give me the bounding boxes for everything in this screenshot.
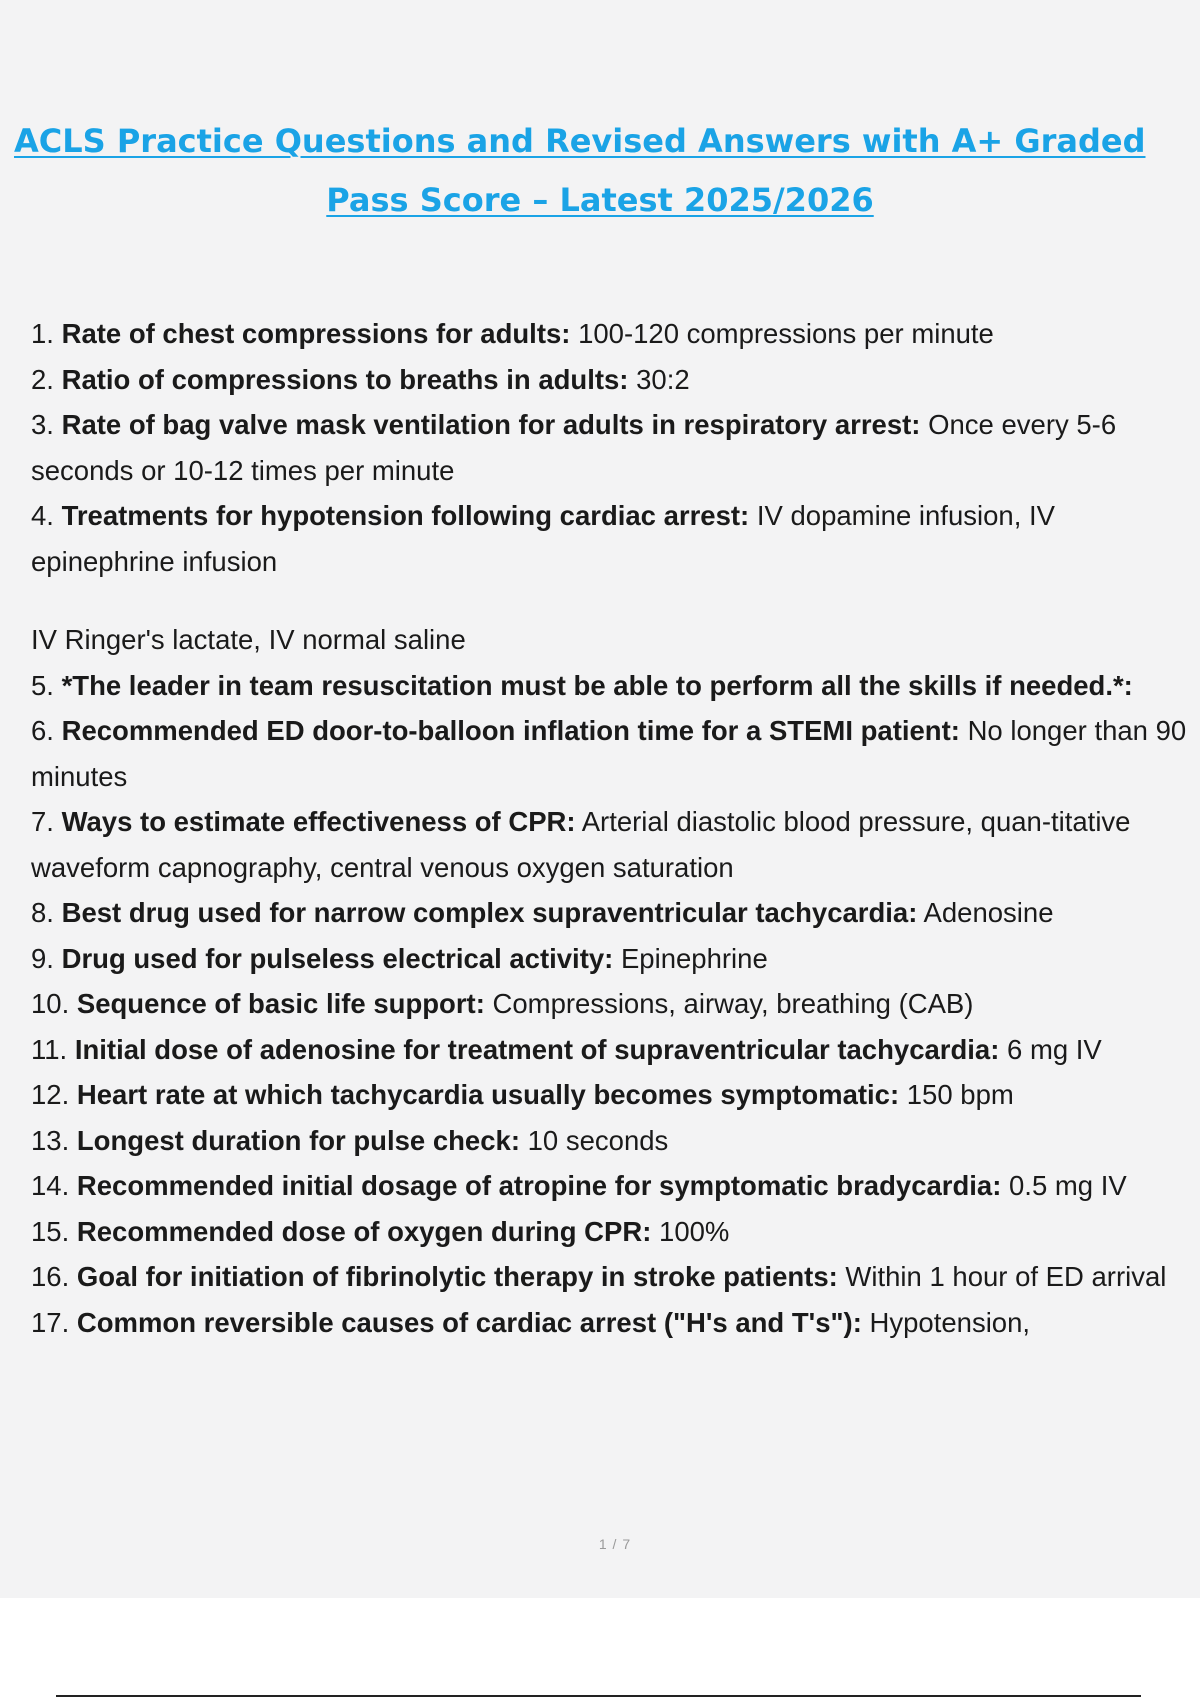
list-item: 9. Drug used for pulseless electrical activity: Epinephrine xyxy=(31,942,768,974)
list-item: 3. Rate of bag valve mask ventilation for adults in respiratory arrest: Once every 5-6 seconds or 10-12 times per minute xyxy=(31,409,1117,486)
list-item: 14. Recommended initial dosage of atropine for symptomatic bradycardia: 0.5 mg IV xyxy=(31,1170,1127,1201)
list-item-continuation: IV Ringer's lactate, IV normal saline xyxy=(31,624,466,655)
list-item: 16. Goal for initiation of fibrinolytic therapy in stroke patients: Within 1 hour of ED arrival xyxy=(31,1261,1167,1292)
list-item: 11. Initial dose of adenosine for treatment of supraventricular tachycardia: 6 mg IV xyxy=(31,1033,1102,1065)
document-title xyxy=(0,112,1200,230)
title-line-1: ACLS Practice Questions and Revised Answers with A+ Graded xyxy=(14,122,1146,160)
list-item: 12. Heart rate at which tachycardia usually becomes symptomatic: 150 bpm xyxy=(31,1079,1014,1110)
list-item: 2. Ratio of compressions to breaths in adults: 30:2 xyxy=(31,363,690,395)
page-divider xyxy=(56,1695,1141,1697)
list-item: 1. Rate of chest compressions for adults: 100-120 compressions per minute xyxy=(31,318,994,349)
title-line-2: Pass Score – Latest 2025/2026 xyxy=(326,181,874,219)
list-item: 8. Best drug used for narrow complex supraventricular tachycardia: Adenosine xyxy=(31,897,1054,928)
list-item: 7. Ways to estimate effectiveness of CPR: Arterial diastolic blood pressure, quan-titative waveform capnography, central venous oxygen saturation xyxy=(31,806,1131,883)
page-indicator: 1 / 7 xyxy=(598,1536,632,1552)
list-item: 17. Common reversible causes of cardiac arrest ("H's and T's"): Hypotension, xyxy=(31,1306,1031,1338)
list-item: 5. *The leader in team resuscitation must be able to perform all the skills if needed.*: xyxy=(31,669,1133,701)
list-item: 15. Recommended dose of oxygen during CPR: 100% xyxy=(31,1215,730,1247)
question-list xyxy=(31,311,1196,1345)
list-item: 4. Treatments for hypotension following cardiac arrest: IV dopamine infusion, IV epinephrine infusion xyxy=(31,500,1055,577)
list-item: 13. Longest duration for pulse check: 10 seconds xyxy=(31,1124,669,1156)
list-item: 10. Sequence of basic life support: Compressions, airway, breathing (CAB) xyxy=(31,988,974,1019)
list-item: 6. Recommended ED door-to-balloon inflation time for a STEMI patient: No longer than 90 minutes xyxy=(31,715,1187,792)
